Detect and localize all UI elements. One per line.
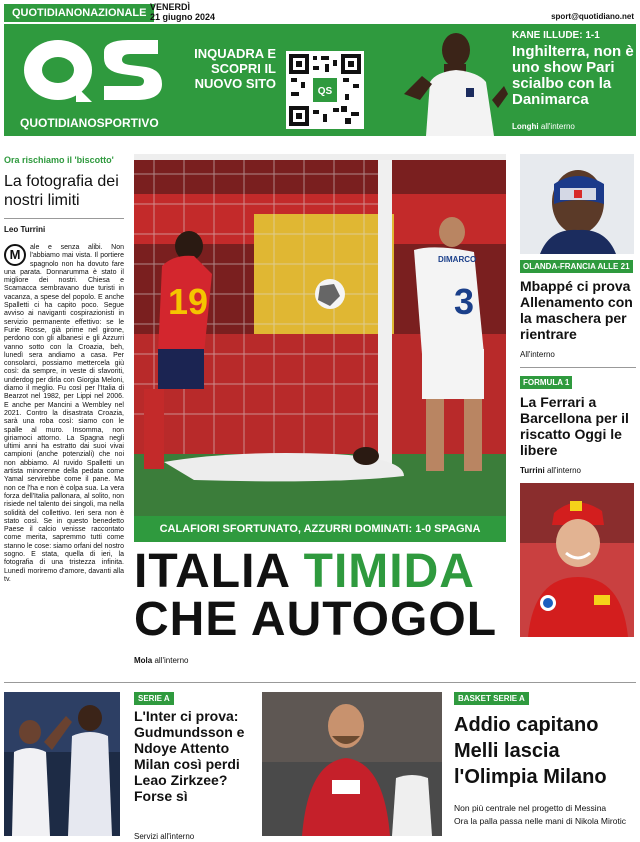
basket-sub-2: Ora la palla passa nelle mani di Nikola Mirotic bbox=[454, 816, 626, 826]
site-promo: INQUADRA E SCOPRI IL NUOVO SITO bbox=[194, 46, 276, 91]
masthead bbox=[4, 24, 636, 136]
story2-title[interactable]: La Ferrari a Barcellona per il riscatto Oggi le libere bbox=[520, 394, 629, 458]
headline-word-italia: ITALIA bbox=[134, 545, 290, 598]
inter-tag: SERIE A bbox=[134, 692, 174, 705]
issue-date bbox=[150, 2, 215, 22]
hero-photo bbox=[134, 154, 506, 542]
mbappe-photo bbox=[520, 154, 634, 254]
basket-tag: BASKET SERIE A bbox=[454, 692, 529, 705]
top-strip bbox=[0, 0, 640, 24]
england-author: Longhi bbox=[512, 122, 539, 131]
england-headline[interactable]: Inghilterra, non è uno show Pari scialbo con la Danimarca bbox=[512, 43, 634, 108]
spain-jersey-number: 19 bbox=[168, 281, 209, 322]
main-author: Mola bbox=[134, 656, 153, 665]
melli-image bbox=[262, 692, 442, 836]
editorial-kicker: Ora rischiamo il 'biscotto' bbox=[4, 155, 114, 165]
england-kicker: KANE ILLUDE: 1-1 bbox=[512, 30, 600, 41]
main-byline bbox=[134, 656, 188, 665]
england-author-suffix: all'interno bbox=[540, 122, 575, 131]
england-player-photo bbox=[396, 24, 508, 136]
qr-code-icon bbox=[289, 54, 361, 126]
editorial-body bbox=[4, 244, 124, 584]
leclerc-image bbox=[520, 483, 634, 637]
divider bbox=[4, 682, 636, 683]
editorial-column bbox=[4, 150, 124, 584]
leclerc-photo bbox=[520, 483, 634, 637]
inter-photo bbox=[4, 692, 120, 836]
inter-title[interactable]: L'Inter ci prova: Gudmundsson e Ndoye Attento Milan così perdi Leao Zirkzee? Forse sì bbox=[134, 708, 245, 804]
logo-sub-a: QUOTIDIANO bbox=[20, 116, 97, 130]
qr-code[interactable] bbox=[286, 51, 364, 129]
italy-jersey-name: DIMARCO bbox=[438, 255, 477, 264]
mbappe-image bbox=[520, 154, 634, 254]
italy-jersey-number: 3 bbox=[454, 281, 475, 322]
headline-line-2: CHE AUTOGOL bbox=[134, 593, 498, 646]
melli-photo bbox=[262, 692, 442, 836]
issue-date-text: 21 giugno 2024 bbox=[150, 12, 216, 22]
qn-brand-tag: QUOTIDIANONAZIONALE bbox=[4, 4, 154, 22]
story2-tag: FORMULA 1 bbox=[520, 376, 572, 389]
divider bbox=[520, 367, 636, 368]
story2-byline bbox=[520, 466, 636, 475]
headline-line-1 bbox=[134, 545, 514, 598]
england-byline bbox=[512, 122, 575, 131]
contact-email: sport@quotidiano.net bbox=[551, 12, 634, 21]
editorial-title[interactable]: La fotografia dei nostri limiti bbox=[4, 173, 119, 209]
story1-tag: OLANDA-FRANCIA ALLE 21 bbox=[520, 260, 633, 273]
inter-meta: Servizi all'interno bbox=[134, 832, 195, 841]
basket-subtitle bbox=[454, 802, 638, 828]
basket-sub-1: Non più centrale nel progetto di Messina bbox=[454, 803, 607, 813]
issue-day: VENERDÌ bbox=[150, 2, 191, 12]
qr-label: QS bbox=[317, 86, 333, 97]
dropcap: M bbox=[4, 244, 26, 266]
basket-title[interactable]: Addio capitano Melli lascia l'Olimpia Milano bbox=[454, 714, 607, 788]
inter-image bbox=[4, 692, 120, 836]
qs-logo bbox=[18, 30, 168, 110]
match-photo bbox=[134, 154, 506, 542]
logo-sub-b: SPORTIVO bbox=[96, 116, 159, 130]
main-headline[interactable] bbox=[134, 545, 514, 646]
editorial-body-text: ale e senza alibi. Non l'abbiamo mai vista. Il portiere spagnolo non ha dovuto fare una parata. Donnarumma è stato il migliore dei nostri. Chiesa e Scamacca sembravano due turisti in vacanza, a spese del popolo. E anche Spalletti ci ha capito poco. Segue avviso ai naviganti cospirazionisti in servizio permanente effettivo: se le Furie Rosse, già prime nel girone, perdono con gli albanesi e gli Azzurri vanno sotto con la Croazia, beh, lunedì sera andiamo a casa. Per consolarci, possiamo mettercela giù così: da sempre, in veste di sfavoriti, underdog per dirla con Giorgia Meloni, diamo il meglio. Fu così per l'Italia di Bearzot nel 1982, per Lippi nel 2006. E anche per Mancini a Wembley nel 2021. Contro la disastrata Croazia, sarà una roba così: siamo con le spalle al muro. Insomma, non giriamoci attorno. La Spagna negli ultimi anni ha estratto dai suoi vivai campioni (anche potenziali) che noi non abbiamo. Al ruvido Spalletti un artista minorenne della pedata come Yamal servirebbe come il pane. Ma non ce l'ha e non è colpa sua. La vera forza dell'Italia pallonara, al solito, non risiede nel talento dei singoli, ma nella solidità del collettivo. Ieri sera non è stato così. Se in questo benedetto Paese il calcio venisse raccontato come merita, sapremmo tutti come stanno le cose: siamo orfani del nostro sogno. E stata, quella di ieri, la fotografia di una tristezza infinita. Lunedì moriremo d'amore, davanti alla tv. bbox=[4, 244, 124, 583]
main-author-suffix: all'interno bbox=[154, 656, 189, 665]
right-column bbox=[520, 154, 636, 637]
headline-word-timida: TIMIDA bbox=[303, 545, 475, 598]
editorial-author: Leo Turrini bbox=[4, 225, 46, 234]
story2-author: Turrini bbox=[520, 466, 545, 475]
story1-title[interactable]: Mbappé ci prova Allenamento con la maschera per rientrare bbox=[520, 278, 633, 342]
logo-subtitle bbox=[20, 116, 159, 130]
story2-author-suffix: all'interno bbox=[546, 466, 581, 475]
divider bbox=[4, 218, 124, 219]
hero-caption: CALAFIORI SFORTUNATO, AZZURRI DOMINATI: 1-0 SPAGNA bbox=[134, 516, 506, 542]
story1-meta: All'interno bbox=[520, 350, 555, 359]
